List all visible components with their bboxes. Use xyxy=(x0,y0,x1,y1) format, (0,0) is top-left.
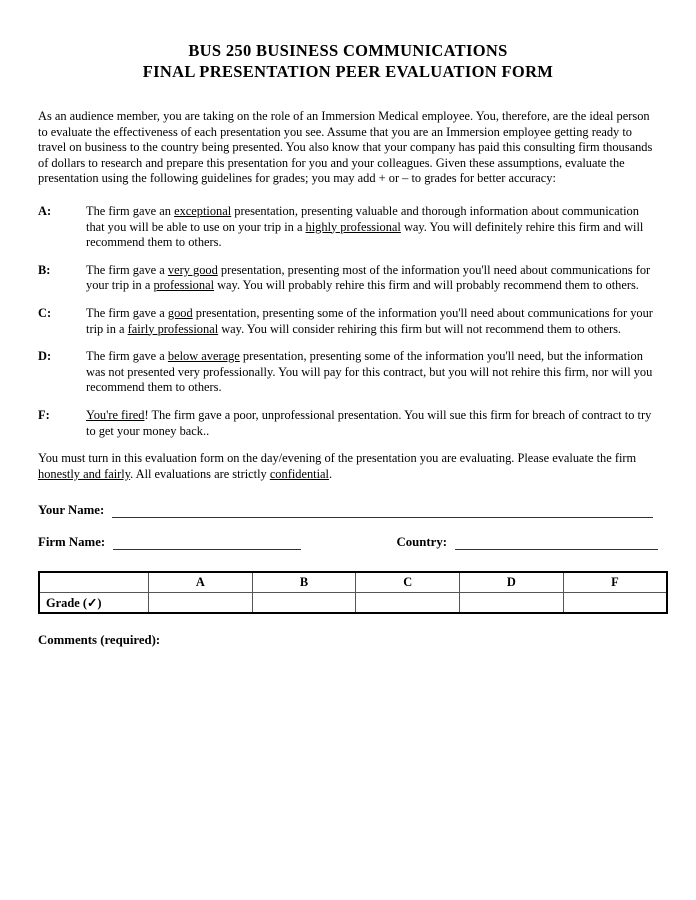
grade-a-emphasis-1: exceptional xyxy=(174,203,232,218)
comments-label: Comments (required): xyxy=(38,633,161,648)
grade-guideline-b xyxy=(38,263,658,294)
grade-b-emphasis-2: professional xyxy=(153,278,215,293)
grade-label-a: A: xyxy=(38,203,52,218)
grade-d-emphasis-1: below average xyxy=(167,349,240,364)
grade-c-emphasis-2: fairly professional xyxy=(127,321,219,336)
grade-b-text-3: way. You will probably rehire this firm and will probably recommend them to others. xyxy=(214,278,639,293)
grade-b-text-1: The firm gave a xyxy=(86,262,168,277)
grade-c-text-2: presentation, presenting some of the information you'll need about communications for your trip in a xyxy=(86,305,653,336)
grade-column-header-a: A xyxy=(149,572,253,593)
your-name-field-row xyxy=(38,503,658,518)
grade-b-text-2: presentation, presenting most of the information you'll need about communications for your trip in a xyxy=(86,262,651,293)
grade-f-emphasis-1: You're fired xyxy=(86,407,145,422)
intro-paragraph: As an audience member, you are taking on the role of an Immersion Medical employee. You, therefore, are the ideal person to evaluate the effectiveness of each presentation you see. Assume that you are an Immersion employee getting ready to travel on business to the country being presented. You also know that your company has paid this consulting firm thousands of dollars to research and prepare this presentation for you and your colleagues. Given these assumptions, evaluate the presentation using the following guidelines for grades; you may add + or – to grades for better accuracy: xyxy=(38,109,653,186)
grade-c-text-1: The firm gave a xyxy=(86,305,168,320)
grade-guideline-d xyxy=(38,349,658,396)
form-title xyxy=(0,40,696,82)
grade-a-text-3: way. You will definitely rehire this firm and will recommend them to others. xyxy=(86,219,644,250)
grade-c-emphasis-1: good xyxy=(167,305,193,320)
grade-a-text-2: presentation, presenting valuable and thorough information about communication that you will be able to use on your trip in a xyxy=(86,203,639,234)
grade-column-header-d: D xyxy=(460,572,564,593)
grade-c-text-3: way. You will consider rehiring this firm but will not recommend them to others. xyxy=(218,321,622,336)
closing-emphasis-2: confidential xyxy=(269,466,329,481)
grade-row-header: Grade (✓) xyxy=(39,593,149,614)
grade-checkbox-cell-c[interactable] xyxy=(356,593,460,614)
grade-label-b: B: xyxy=(38,262,51,277)
grade-description-f xyxy=(86,408,658,439)
closing-text-1: You must turn in this evaluation form on the day/evening of the presentation you are evaluating. Please evaluate the firm xyxy=(38,451,637,466)
firm-name-label: Firm Name: xyxy=(38,535,106,550)
grade-column-header-b: B xyxy=(252,572,356,593)
grade-guidelines-list xyxy=(38,204,658,439)
firm-name-input[interactable] xyxy=(113,536,301,550)
title-line-1: BUS 250 BUSINESS COMMUNICATIONS xyxy=(188,41,508,60)
grade-description-c xyxy=(86,306,658,337)
grade-selection-table xyxy=(38,571,668,614)
grade-label-d: D: xyxy=(38,349,52,364)
grade-guideline-c xyxy=(38,306,658,337)
grade-description-a xyxy=(86,204,658,251)
grade-d-text-1: The firm gave a xyxy=(86,349,168,364)
grade-d-text-2: presentation, presenting some of the information you'll need, but the information was not presented very professionally. You will pay for this contract, but you will not rehire this firm, nor will you recommend them to others. xyxy=(86,349,653,395)
grade-label-f: F: xyxy=(38,407,50,422)
grade-a-text-1: The firm gave an xyxy=(86,203,175,218)
your-name-label: Your Name: xyxy=(38,503,105,518)
grade-table-corner-cell xyxy=(39,572,149,593)
closing-text-2: . All evaluations are strictly xyxy=(130,466,270,481)
grade-f-text-2: ! The firm gave a poor, unprofessional presentation. You will sue this firm for breach of contract to try to get your money back.. xyxy=(86,407,652,438)
grade-checkbox-cell-a[interactable] xyxy=(149,593,253,614)
grade-label-c: C: xyxy=(38,305,52,320)
grade-guideline-f xyxy=(38,408,658,439)
closing-text-3: . xyxy=(329,466,333,481)
grade-a-emphasis-2: highly professional xyxy=(305,219,401,234)
closing-paragraph xyxy=(38,451,658,482)
grade-checkbox-cell-b[interactable] xyxy=(252,593,356,614)
grade-description-d xyxy=(86,349,658,396)
grade-checkbox-cell-d[interactable] xyxy=(460,593,564,614)
grade-table-entry-row xyxy=(39,593,667,614)
title-line-2: FINAL PRESENTATION PEER EVALUATION FORM xyxy=(142,62,554,81)
country-input[interactable] xyxy=(455,536,658,550)
form-fields-section xyxy=(38,503,658,550)
closing-emphasis-1: honestly and fairly xyxy=(38,466,131,481)
grade-b-emphasis-1: very good xyxy=(167,262,218,277)
grade-guideline-a xyxy=(38,204,658,251)
grade-column-header-c: C xyxy=(356,572,460,593)
grade-table-header-row xyxy=(39,572,667,593)
country-label: Country: xyxy=(396,535,448,550)
grade-checkbox-cell-f[interactable] xyxy=(563,593,667,614)
firm-country-field-row xyxy=(38,535,658,550)
your-name-input[interactable] xyxy=(112,504,653,518)
grade-description-b xyxy=(86,263,658,294)
grade-column-header-f: F xyxy=(563,572,667,593)
